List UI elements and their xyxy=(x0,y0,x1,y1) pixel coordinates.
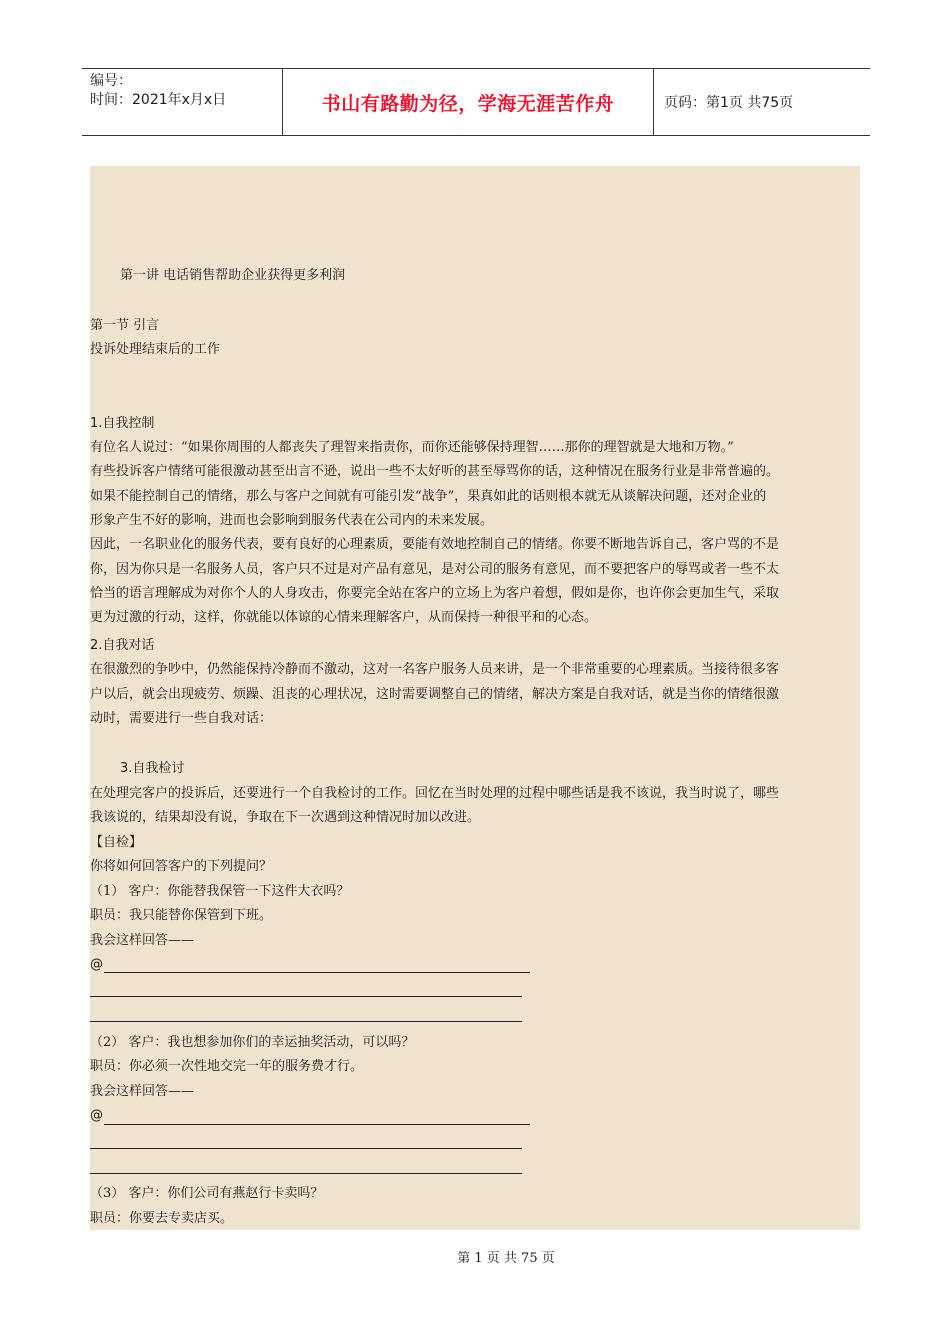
clerk-answer-1: 职员：我只能替你保管到下班。 xyxy=(90,908,273,923)
question-1: （1） 客户：你能替我保管一下这件大衣吗？ xyxy=(90,884,350,899)
answer-prompt: 我会这样回答—— xyxy=(90,1084,195,1099)
paragraph: 在处理完客户的投诉后，还要进行一个自我检讨的工作。回忆在当时处理的过程中哪些话是我不该说，我当时说了，哪些 xyxy=(90,786,780,801)
paragraph: 动时，需要进行一些自我对话： xyxy=(90,711,273,726)
paragraph: 有位名人说过：“如果你周围的人都丧失了理智来指责你，而你还能够保持理智……那你的理智就是大地和万物。” xyxy=(90,440,734,455)
answer-line[interactable] xyxy=(90,1173,522,1174)
paragraph: 更为过激的行动，这样，你就能以体谅的心情来理解客户，从而保持一种很平和的心态。 xyxy=(90,610,598,625)
answer-marker: @ xyxy=(90,957,103,972)
document-header xyxy=(82,68,870,136)
clerk-answer-2: 职员：你必须一次性地交完一年的服务费才行。 xyxy=(90,1059,364,1074)
self-check-label: 【自检】 xyxy=(90,835,143,850)
answer-line[interactable] xyxy=(104,972,530,973)
paragraph: 你，因为你只是一名服务人员，客户只不过是对产品有意见，是对公司的服务有意见，而不要把客户的辱骂或者一些不太 xyxy=(90,562,780,577)
answer-line[interactable] xyxy=(90,996,522,997)
paragraph: 户以后，就会出现疲劳、烦躁、沮丧的心理状况，这时需要调整自己的情绪，解决方案是自我对话，就是当你的情绪很激 xyxy=(90,687,780,702)
content-panel xyxy=(90,166,860,1230)
section-subtitle: 投诉处理结束后的工作 xyxy=(90,342,221,357)
paragraph: 形象产生不好的影响，进而也会影响到服务代表在公司内的未来发展。 xyxy=(90,513,494,528)
paragraph: 因此，一名职业化的服务代表，要有良好的心理素质，要能有效地控制自己的情绪。你要不断地告诉自己，客户骂的不是 xyxy=(90,537,780,552)
heading-self-review: 3.自我检讨 xyxy=(120,761,185,776)
answer-prompt: 我会这样回答—— xyxy=(90,933,195,948)
paragraph: 有些投诉客户情绪可能很激动甚至出言不逊，说出一些不太好听的甚至辱骂你的话，这种情况在服务行业是非常普遍的。 xyxy=(90,464,780,479)
answer-line[interactable] xyxy=(90,1021,522,1022)
question-2: （2） 客户：我也想参加你们的幸运抽奖活动，可以吗？ xyxy=(90,1035,415,1050)
question-3: （3） 客户：你们公司有燕赵行卡卖吗？ xyxy=(90,1186,324,1201)
question-intro: 你将如何回答客户的下列提问？ xyxy=(90,859,273,874)
paragraph: 如果不能控制自己的情绪，那么与客户之间就有可能引发“战争”，果真如此的话则根本就无从谈解决问题，还对企业的 xyxy=(90,489,767,504)
number-label: 编号： xyxy=(90,73,132,89)
paragraph: 恰当的语言理解成为对你个人的人身攻击，你要完全站在客户的立场上为客户着想，假如是你，也许你会更加生气，采取 xyxy=(90,586,780,601)
answer-line[interactable] xyxy=(90,1148,522,1149)
heading-self-control: 1.自我控制 xyxy=(90,416,155,431)
section-heading: 第一节 引言 xyxy=(90,318,160,333)
paragraph: 在很激烈的争吵中，仍然能保持冷静而不激动，这对一名客户服务人员来讲，是一个非常重要的心理素质。当接待很多客 xyxy=(90,662,780,677)
answer-marker: @ xyxy=(90,1108,103,1123)
heading-self-dialogue: 2.自我对话 xyxy=(90,638,155,653)
page-counter: 页码：第1页 共75页 xyxy=(664,95,794,111)
paragraph: 我该说的，结果却没有说，争取在下一次遇到这种情况时加以改进。 xyxy=(90,810,481,825)
motto: 书山有路勤为径，学海无涯苦作舟 xyxy=(282,69,654,135)
lecture-title: 第一讲 电话销售帮助企业获得更多利润 xyxy=(120,268,346,283)
time-label: 时间：2021年x月x日 xyxy=(90,92,227,108)
page-footer: 第 1 页 共 75 页 xyxy=(457,1251,555,1266)
answer-line[interactable] xyxy=(104,1124,530,1125)
clerk-answer-3: 职员：你要去专卖店买。 xyxy=(90,1211,234,1226)
header-meta xyxy=(82,69,282,135)
